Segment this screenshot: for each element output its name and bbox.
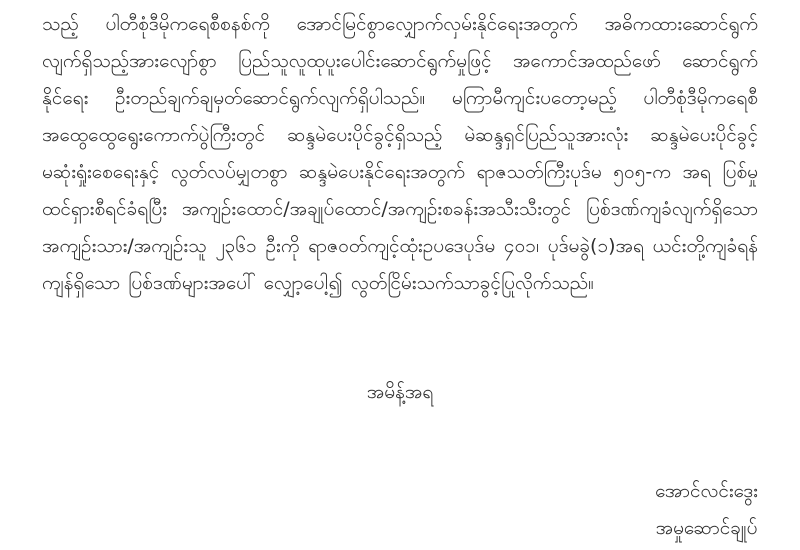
- body-line: ကျန်ရှိသော ပြစ်ဒဏ်များအပေါ် လျှော့ပေါ့၍ လွတ်ငြိမ်းသက်သာခွင့်ပြုလိုက်သည်။: [42, 272, 594, 294]
- body-line: သည့် ပါတီစုံဒီမိုကရေစီစနစ်ကို အောင်မြင်စွာလျှောက်လှမ်းနိုင်ရေးအတွက် အဓိကထားဆောင်ရွက်: [42, 13, 758, 35]
- body-line: အကျဉ်းသား/အကျဉ်းသူ ၂၃၆၁ ဦးကို ရာဇဝတ်ကျင့်ထုံးဥပဒေပုဒ်မ ၄၀၁၊ ပုဒ်မခွဲ(၁)အရ ယင်းတို့ကျခံရန်: [42, 235, 758, 257]
- signature-title: အမှုဆောင်ချုပ်: [655, 517, 758, 539]
- body-line: မဆုံးရှုံးစေရေးနှင့် လွတ်လပ်မျှတစွာ ဆန္ဒမဲပေးနိုင်ရေးအတွက် ရာဇသတ်ကြီးပုဒ်မ ၅၀၅-က အရ ပြစ်မှု: [42, 161, 758, 183]
- signature-name: အောင်လင်းဒွေး: [655, 480, 758, 502]
- signature-block: [42, 473, 758, 547]
- body-line: အထွေထွေရွေးကောက်ပွဲကြီးတွင် ဆန္ဒမဲပေးပိုင်ခွင့်ရှိသည့် မဲဆန္ဒရှင်ပြည်သူအားလုံး ဆန္ဒမဲပေးပိုင်ခွင့်: [42, 124, 758, 146]
- signature-inner: [655, 473, 758, 547]
- body-line: လျက်ရှိသည့်အားလျော်စွာ ပြည်သူလူထုပူးပေါင်းဆောင်ရွက်မှုဖြင့် အကောင်အထည်ဖော် ဆောင်ရွက်: [42, 50, 758, 72]
- order-by-line: အမိန့်အရ: [366, 381, 434, 403]
- body-line: ထင်ရှားစီရင်ခံရပြီး အကျဉ်းထောင်/အချုပ်ထောင်/အကျဉ်းစခန်းအသီးသီးတွင် ပြစ်ဒဏ်ကျခံလျက်ရှိသော: [42, 198, 758, 220]
- body-paragraph: [42, 6, 758, 302]
- body-line: နိုင်ရေး ဦးတည်ချက်ချမှတ်ဆောင်ရွက်လျက်ရှိပါသည်။ မကြာမီကျင်းပတော့မည့် ပါတီစုံဒီမိုကရေစီ: [42, 87, 758, 109]
